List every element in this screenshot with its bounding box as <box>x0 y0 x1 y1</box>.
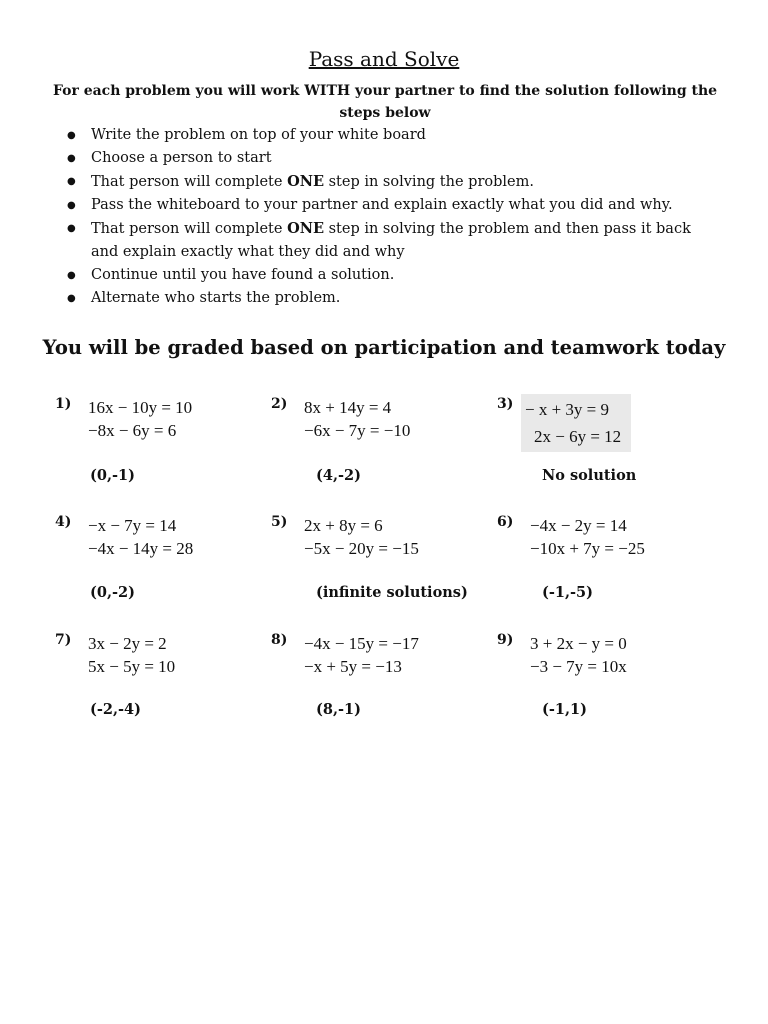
problem-number: 3) <box>497 396 514 412</box>
equation: 5x − 5y = 10 <box>88 657 176 676</box>
answer-5: (infinite solutions) <box>316 584 468 601</box>
equation: −8x − 6y = 6 <box>88 421 177 440</box>
equation: −x + 5y = −13 <box>304 657 402 676</box>
equation: 3 + 2x − y = 0 <box>530 634 627 653</box>
equation-system <box>88 632 175 678</box>
equation: −4x − 15y = −17 <box>304 634 419 653</box>
equation: 2x + 8y = 6 <box>304 516 383 535</box>
step-item: ● Continue until you have found a solution. <box>60 264 700 287</box>
problem-number: 2) <box>271 396 288 412</box>
problem-number: 5) <box>271 514 288 530</box>
equation-system <box>304 514 419 560</box>
equation: − x + 3y = 9 <box>525 400 610 419</box>
equation-system <box>88 396 192 442</box>
answer-8: (8,-1) <box>316 701 361 718</box>
answer-7: (-2,-4) <box>90 701 141 718</box>
equation: 2x − 6y = 12 <box>534 427 622 446</box>
answer-3: No solution <box>542 467 637 484</box>
equation: 3x − 2y = 2 <box>88 634 167 653</box>
problem-number: 4) <box>55 514 72 530</box>
equation-system <box>530 632 627 678</box>
problem-number: 8) <box>271 632 288 648</box>
step-item: ● That person will complete ONE step in solving the problem. <box>60 170 700 194</box>
step-item: ● Pass the whiteboard to your partner and explain exactly what you did and why. <box>60 194 700 217</box>
answer-1: (0,-1) <box>90 467 135 484</box>
step-item: ● Alternate who starts the problem. <box>60 287 700 310</box>
step-item: ● Write the problem on top of your white board <box>60 124 700 147</box>
equation-system <box>521 394 631 452</box>
problem-number: 6) <box>497 514 514 530</box>
instructions-intro: For each problem you will work WITH your partner to find the solution following the steps below <box>52 83 718 121</box>
equation: 16x − 10y = 10 <box>88 398 193 417</box>
steps-list <box>60 124 700 310</box>
equation: −6x − 7y = −10 <box>304 421 411 440</box>
answer-9: (-1,1) <box>542 701 587 718</box>
equation: −5x − 20y = −15 <box>304 539 419 558</box>
answer-4: (0,-2) <box>90 584 135 601</box>
equation: −4x − 2y = 14 <box>530 516 627 535</box>
equation-system <box>304 396 410 442</box>
equation-system <box>530 514 645 560</box>
equation: −x − 7y = 14 <box>88 516 177 535</box>
answer-2: (4,-2) <box>316 467 361 484</box>
problem-number: 1) <box>55 396 72 412</box>
equation-system <box>304 632 419 678</box>
step-item: ● That person will complete ONE step in solving the problem and then pass it back and explain exactly what they did and why <box>60 217 700 264</box>
equation: −3 − 7y = 10x <box>530 657 627 676</box>
problem-number: 9) <box>497 632 514 648</box>
equation-system <box>88 514 193 560</box>
problem-number: 7) <box>55 632 72 648</box>
step-item: ● Choose a person to start <box>60 147 700 170</box>
equation: −10x + 7y = −25 <box>530 539 645 558</box>
grading-note: You will be graded based on participation and teamwork today <box>42 336 726 359</box>
answer-6: (-1,-5) <box>542 584 593 601</box>
equation: 8x + 14y = 4 <box>304 398 392 417</box>
page-title: Pass and Solve <box>308 47 460 71</box>
equation: −4x − 14y = 28 <box>88 539 194 558</box>
